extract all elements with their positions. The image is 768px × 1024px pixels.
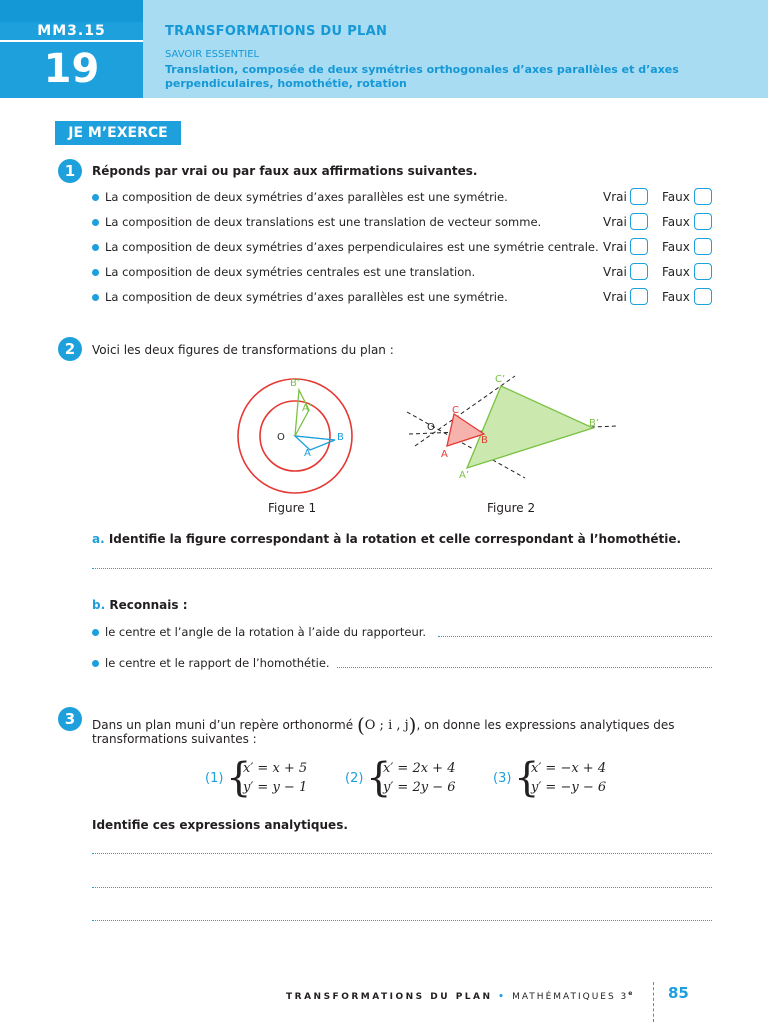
bullet-dot bbox=[92, 629, 99, 636]
faux-label: Faux bbox=[662, 215, 690, 229]
vrai-label: Vrai bbox=[603, 215, 627, 229]
true-false-row bbox=[92, 188, 722, 208]
chapter-number: 19 bbox=[43, 46, 100, 92]
bullet-dot bbox=[92, 244, 99, 251]
system-line-1: x′ = 2x + 4 bbox=[383, 761, 456, 776]
chapter-code-box bbox=[0, 0, 143, 98]
exercise-3-intro-part1: Dans un plan muni d’un repère orthonormé bbox=[92, 718, 354, 732]
vrai-label: Vrai bbox=[603, 290, 627, 304]
vrai-checkbox[interactable] bbox=[630, 288, 648, 305]
answer-line-2b-2[interactable] bbox=[337, 667, 712, 668]
fig1-label-a: A bbox=[304, 448, 311, 459]
page-number: 85 bbox=[668, 984, 689, 1002]
faux-label: Faux bbox=[662, 290, 690, 304]
question-2a-letter: a. bbox=[92, 532, 105, 546]
answer-line-2a[interactable] bbox=[92, 568, 712, 569]
vrai-checkbox[interactable] bbox=[630, 263, 648, 280]
footer-title: TRANSFORMATIONS DU PLAN bbox=[286, 992, 493, 1002]
system-line-1: x′ = x + 5 bbox=[243, 761, 308, 776]
system-brace: { bbox=[514, 755, 540, 801]
true-false-row bbox=[92, 288, 722, 308]
fig2-label-ap: A’ bbox=[459, 470, 470, 481]
faux-checkbox[interactable] bbox=[694, 188, 712, 205]
fig2-label-b: B bbox=[481, 435, 488, 446]
system-line-2: y′ = 2y − 6 bbox=[383, 780, 456, 795]
vrai-label: Vrai bbox=[603, 240, 627, 254]
exercise-2-intro: Voici les deux figures de transformations du plan : bbox=[92, 343, 394, 357]
exercise-1-title: Réponds par vrai ou par faux aux affirmations suivantes. bbox=[92, 164, 478, 178]
faux-label: Faux bbox=[662, 240, 690, 254]
chapter-subtitle: Translation, composée de deux symétries orthogonales d’axes parallèles et d’axes perpendiculaires, homothétie, rotation bbox=[165, 63, 679, 90]
footer-separator bbox=[653, 982, 654, 1022]
vrai-label: Vrai bbox=[603, 190, 627, 204]
chapter-title: TRANSFORMATIONS DU PLAN bbox=[165, 24, 388, 39]
question-2b-item-2-text: le centre et le rapport de l’homothétie. bbox=[105, 656, 330, 670]
exercise-3-intro-line2: transformations suivantes : bbox=[92, 732, 257, 746]
arc-hint-1 bbox=[295, 436, 335, 440]
exercise-3-badge: 3 bbox=[58, 707, 82, 731]
answer-line-2b-1[interactable] bbox=[438, 636, 712, 637]
repere-text: O ; i , j bbox=[364, 718, 409, 733]
faux-checkbox[interactable] bbox=[694, 288, 712, 305]
fig1-label-ap: A’ bbox=[302, 403, 313, 414]
vrai-checkbox[interactable] bbox=[630, 188, 648, 205]
bullet-dot bbox=[92, 194, 99, 201]
answer-line-3-1[interactable] bbox=[92, 853, 712, 854]
question-2b-item-1 bbox=[92, 623, 722, 643]
bullet-dot bbox=[92, 219, 99, 226]
footer-subject: MATHÉMATIQUES 3 bbox=[512, 992, 629, 1002]
system-line-2: y′ = −y − 6 bbox=[531, 780, 607, 795]
fig1-label-o: O bbox=[277, 432, 285, 443]
faux-checkbox[interactable] bbox=[694, 213, 712, 230]
system-label: (1) bbox=[205, 771, 224, 786]
question-2a-text: Identifie la figure correspondant à la rotation et celle correspondant à l’homothétie. bbox=[108, 532, 682, 546]
fig2-label-bp: B’ bbox=[589, 418, 600, 429]
chapter-code: MM3.15 bbox=[0, 22, 143, 40]
vrai-checkbox[interactable] bbox=[630, 238, 648, 255]
statement-text: La composition de deux symétries d’axes parallèles est une symétrie. bbox=[105, 190, 508, 204]
bullet-dot bbox=[92, 660, 99, 667]
triangle-apbpcp bbox=[467, 386, 593, 468]
true-false-row bbox=[92, 238, 722, 258]
bullet-dot bbox=[92, 269, 99, 276]
section-tag: JE M’EXERCE bbox=[55, 121, 181, 145]
question-2b-letter: b. bbox=[92, 598, 106, 612]
question-2b-item-2 bbox=[92, 654, 722, 674]
figure-2-diagram bbox=[405, 368, 620, 488]
exercise-3-question: Identifie ces expressions analytiques. bbox=[92, 818, 348, 832]
figure-2-caption: Figure 2 bbox=[487, 501, 536, 515]
statement-text: La composition de deux symétries centrales est une translation. bbox=[105, 265, 476, 279]
faux-checkbox[interactable] bbox=[694, 238, 712, 255]
footer-bullet: • bbox=[498, 992, 507, 1002]
bullet-dot bbox=[92, 294, 99, 301]
faux-label: Faux bbox=[662, 190, 690, 204]
answer-line-3-3[interactable] bbox=[92, 920, 712, 921]
system-brace: { bbox=[366, 755, 392, 801]
exercise-1-badge: 1 bbox=[58, 159, 82, 183]
answer-line-3-2[interactable] bbox=[92, 887, 712, 888]
repere-notation: (O ; i , j) bbox=[356, 713, 417, 737]
true-false-row bbox=[92, 263, 722, 283]
figure-1-diagram bbox=[225, 370, 365, 500]
system-line-1: x′ = −x + 4 bbox=[531, 761, 607, 776]
exercise-2-badge: 2 bbox=[58, 337, 82, 361]
exercise-3-intro-part2: , on donne les expressions analytiques des bbox=[416, 718, 675, 732]
footer-running-title bbox=[286, 990, 635, 1002]
fig2-label-cp: C’ bbox=[495, 374, 506, 385]
true-false-row bbox=[92, 213, 722, 233]
footer-superscript: e bbox=[628, 990, 635, 997]
vrai-checkbox[interactable] bbox=[630, 213, 648, 230]
fig1-label-bp: B’ bbox=[290, 378, 301, 389]
figure-1-caption: Figure 1 bbox=[268, 501, 317, 515]
statement-text: La composition de deux symétries d’axes parallèles est une symétrie. bbox=[105, 290, 508, 304]
system-brace: { bbox=[226, 755, 252, 801]
fig2-label-c: C bbox=[452, 405, 459, 416]
chapter-header bbox=[0, 0, 768, 98]
faux-label: Faux bbox=[662, 265, 690, 279]
statement-text: La composition de deux symétries d’axes perpendiculaires est une symétrie centrale. bbox=[105, 240, 599, 254]
fig2-label-a: A bbox=[441, 449, 448, 460]
fig1-label-b: B bbox=[337, 432, 344, 443]
question-2b-text: Reconnais : bbox=[109, 598, 188, 612]
fig2-label-o: O bbox=[427, 422, 435, 433]
question-2b-item-1-text: le centre et l’angle de la rotation à l’aide du rapporteur. bbox=[105, 625, 427, 639]
chapter-label: SAVOIR ESSENTIEL bbox=[165, 49, 260, 60]
question-2b bbox=[92, 598, 188, 612]
question-2a bbox=[92, 532, 681, 546]
system-label: (3) bbox=[493, 771, 512, 786]
vrai-label: Vrai bbox=[603, 265, 627, 279]
statement-text: La composition de deux translations est une translation de vecteur somme. bbox=[105, 215, 542, 229]
system-label: (2) bbox=[345, 771, 364, 786]
system-line-2: y′ = y − 1 bbox=[243, 780, 308, 795]
code-divider bbox=[0, 40, 143, 42]
faux-checkbox[interactable] bbox=[694, 263, 712, 280]
